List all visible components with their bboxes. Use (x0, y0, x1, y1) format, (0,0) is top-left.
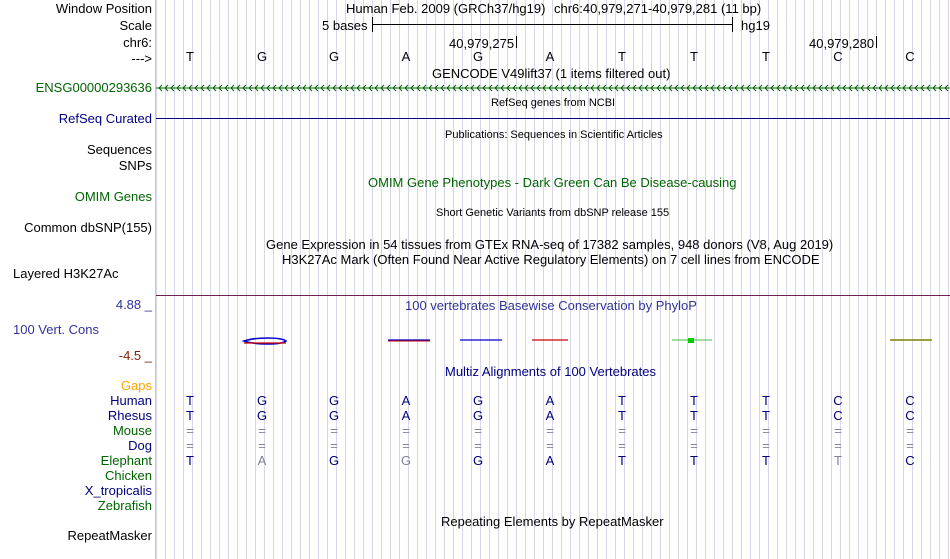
species-label[interactable]: Elephant (100, 453, 152, 468)
base-cell: = (690, 423, 698, 438)
chr-label: chr6: (123, 35, 152, 50)
base-cell: A (545, 393, 555, 408)
base-cell: A (545, 453, 555, 468)
base-cell: = (330, 423, 338, 438)
base-cell: A (401, 393, 411, 408)
base-cell: T (690, 453, 698, 468)
scale-bar (372, 24, 733, 25)
base-cell: T (186, 393, 194, 408)
base-cell: T (186, 49, 194, 64)
base-cell: G (328, 49, 340, 64)
base-cell: C (905, 408, 915, 423)
track-label-refseq[interactable]: RefSeq Curated (58, 111, 152, 126)
base-cell: = (618, 438, 626, 453)
base-cell: = (258, 423, 266, 438)
base-cell: = (402, 423, 410, 438)
refseq-gene-line[interactable] (156, 118, 950, 119)
base-cell: T (690, 408, 698, 423)
track-label-snps[interactable]: SNPs (118, 158, 152, 173)
gencode-track-title: GENCODE V49lift37 (1 items filtered out) (432, 66, 671, 81)
base-cell: = (474, 438, 482, 453)
base-cell: = (906, 423, 914, 438)
base-cell: C (905, 393, 915, 408)
track-label-repeatmasker[interactable]: RepeatMasker (67, 528, 152, 543)
species-label[interactable]: Human (110, 393, 152, 408)
scale-bar-right-tick (732, 17, 733, 32)
scale-label: Scale (119, 18, 152, 33)
base-cell: A (401, 408, 411, 423)
scale-text: 5 bases (322, 18, 368, 33)
species-label[interactable]: Rhesus (107, 408, 152, 423)
track-label-gaps[interactable]: Gaps (120, 378, 152, 393)
base-cell: = (186, 423, 194, 438)
coord-tick-2 (876, 36, 877, 48)
phylop-peak-mark (688, 338, 694, 343)
base-cell: G (256, 49, 268, 64)
base-cell: T (762, 453, 770, 468)
dbsnp-track-title: Short Genetic Variants from dbSNP release 155 (436, 207, 670, 219)
base-cell: T (834, 453, 842, 468)
track-label-panel (0, 0, 155, 559)
base-cell: G (472, 393, 484, 408)
scale-bar-left-tick (372, 17, 373, 32)
base-cell: T (690, 393, 698, 408)
base-cell: = (546, 423, 554, 438)
track-label-omim[interactable]: OMIM Genes (74, 189, 152, 204)
coord-label-1: 40,979,275 (449, 36, 515, 51)
position-readout: chr6:40,979,271-40,979,281 (11 bp) (554, 1, 762, 16)
base-cell: T (186, 453, 194, 468)
base-cell: G (472, 408, 484, 423)
track-label-sequences[interactable]: Sequences (86, 142, 152, 157)
track-label-gencode-gene[interactable]: ENSG00000293636 (35, 80, 152, 95)
base-cell: = (186, 438, 194, 453)
base-cell: = (834, 423, 842, 438)
base-cell: A (545, 49, 555, 64)
track-label-dbsnp[interactable]: Common dbSNP(155) (24, 220, 152, 235)
base-cell: = (618, 423, 626, 438)
base-cell: T (618, 453, 626, 468)
base-cell: G (328, 453, 340, 468)
h3k27ac-baseline (156, 295, 950, 296)
repeatmasker-track-title: Repeating Elements by RepeatMasker (441, 514, 664, 529)
base-cell: T (762, 408, 770, 423)
species-label[interactable]: Dog (128, 438, 152, 453)
base-cell: T (762, 49, 770, 64)
base-cell: T (690, 49, 698, 64)
base-cell: T (618, 393, 626, 408)
species-label[interactable]: Chicken (105, 468, 152, 483)
window-position-label: Window Position (55, 1, 152, 16)
base-cell: = (834, 438, 842, 453)
track-label-h3k27ac[interactable]: Layered H3K27Ac (13, 266, 119, 281)
scale-db: hg19 (741, 18, 770, 33)
base-cell: C (833, 393, 843, 408)
base-cell: = (906, 438, 914, 453)
base-cell: = (330, 438, 338, 453)
phylop-signal[interactable] (156, 330, 950, 354)
base-cell: = (546, 438, 554, 453)
phylop-track-title: 100 vertebrates Basewise Conservation by PhyloP (405, 298, 697, 313)
base-cell: C (905, 49, 915, 64)
gene-model-line[interactable] (156, 82, 950, 94)
publications-track-title: Publications: Sequences in Scientific Articles (445, 129, 663, 141)
species-label[interactable]: X_tropicalis (84, 483, 152, 498)
cons-max-value: 4.88 _ (115, 297, 152, 312)
base-cell: = (402, 438, 410, 453)
species-label[interactable]: Mouse (112, 423, 152, 438)
coord-tick-1 (516, 36, 517, 48)
base-cell: C (833, 408, 843, 423)
multiz-track-title: Multiz Alignments of 100 Vertebrates (445, 364, 657, 379)
strand-arrow-label: ---> (131, 51, 152, 66)
base-cell: T (618, 408, 626, 423)
coord-label-2: 40,979,280 (809, 36, 875, 51)
base-cell: G (472, 453, 484, 468)
base-cell: C (905, 453, 915, 468)
base-cell: = (258, 438, 266, 453)
base-cell: = (762, 423, 770, 438)
assembly-title: Human Feb. 2009 (GRCh37/hg19) (346, 1, 546, 16)
base-cell: = (474, 423, 482, 438)
base-cell: A (401, 49, 411, 64)
base-cell: G (328, 408, 340, 423)
base-cell: G (328, 393, 340, 408)
h3k27ac-track-title: H3K27Ac Mark (Often Found Near Active Regulatory Elements) on 7 cell lines from ENCODE (282, 252, 820, 267)
base-cell: G (400, 453, 412, 468)
track-display-area[interactable] (156, 0, 950, 559)
base-cell: G (256, 393, 268, 408)
cons-min-value: -4.5 _ (118, 348, 152, 363)
base-cell: T (618, 49, 626, 64)
omim-track-title: OMIM Gene Phenotypes - Dark Green Can Be Disease-causing (368, 175, 737, 190)
base-cell: A (545, 408, 555, 423)
species-label[interactable]: Zebrafish (97, 498, 152, 513)
track-label-cons[interactable]: 100 Vert. Cons (13, 322, 99, 337)
base-cell: G (472, 49, 484, 64)
base-cell: G (256, 408, 268, 423)
base-cell: T (762, 393, 770, 408)
base-cell: C (833, 49, 843, 64)
base-cell: T (186, 408, 194, 423)
base-cell: A (257, 453, 267, 468)
base-cell: = (762, 438, 770, 453)
refseq-track-title: RefSeq genes from NCBI (491, 97, 616, 109)
gtex-track-title: Gene Expression in 54 tissues from GTEx RNA-seq of 17382 samples, 948 donors (V8, Aug 2019) (266, 237, 834, 252)
base-cell: = (690, 438, 698, 453)
